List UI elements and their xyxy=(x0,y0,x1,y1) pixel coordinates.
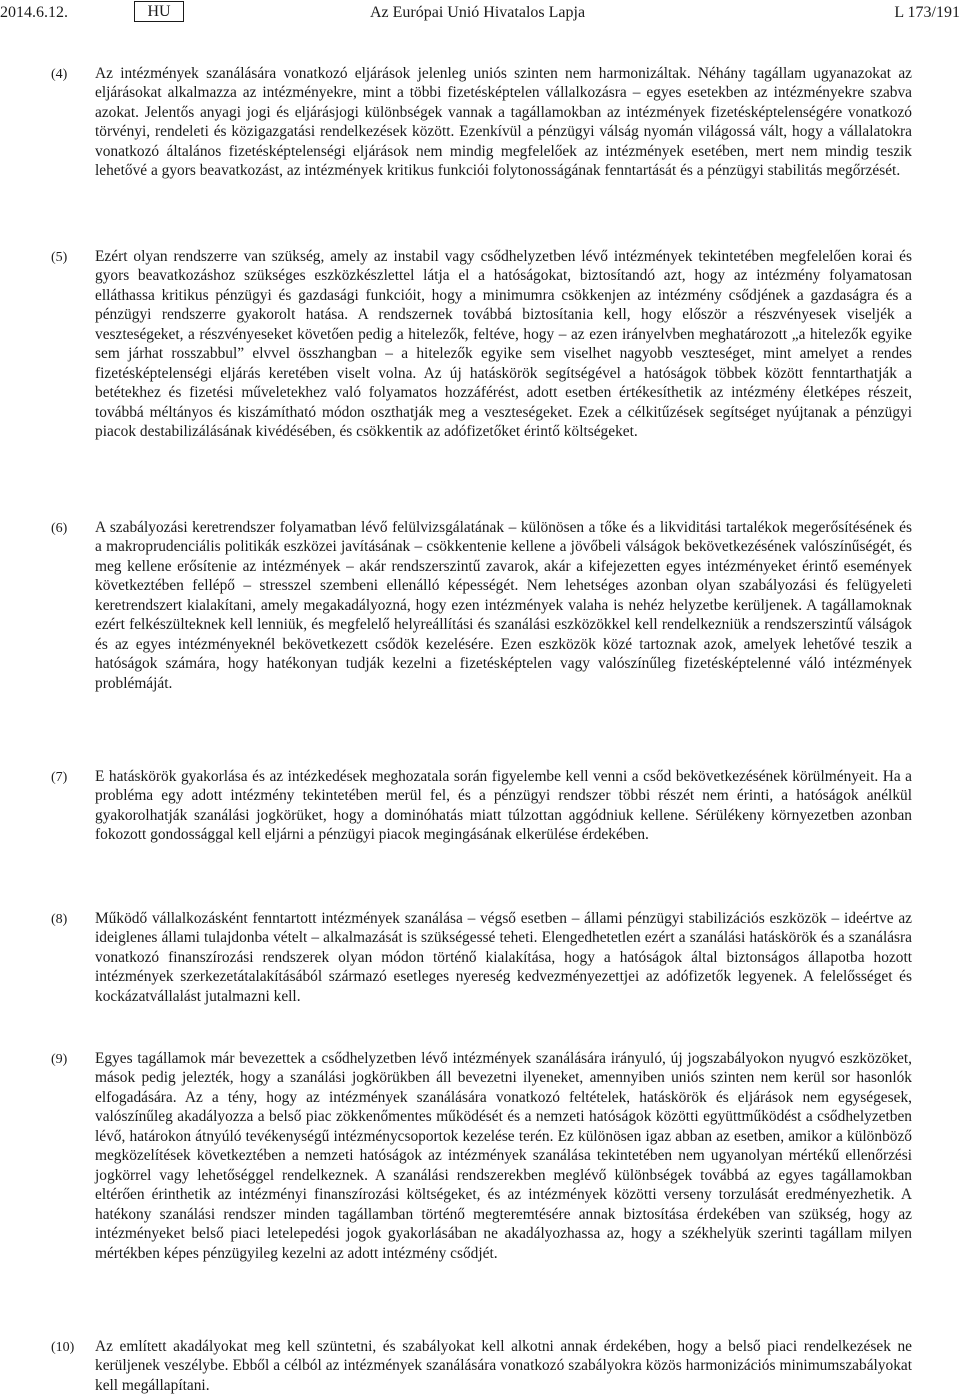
paragraph-number: (6) xyxy=(51,521,68,536)
page-reference: L 173/191 xyxy=(894,4,960,21)
paragraph-text: E hatáskörök gyakorlása és az intézkedések meghozatala során figyelembe kell venni a csőd bekövetkezésének körülményeit. Ha a probléma egy adott intézmény tekintetében merül fel, és a pénzügyi rendszer többi részét nem érinti, a hatóságok anélkül gyakorolhatják szanálási jogkörüket, hogy a dominóhatás miatt túlzottan aggódniuk kellene. Sérülékeny környezetben azonban fokozott gondossággal kell eljárni a pénzügyi piacok megingásának elkerülése érdekében. xyxy=(95,768,912,844)
journal-title: Az Európai Unió Hivatalos Lapja xyxy=(370,4,586,21)
paragraph-text: Az említett akadályokat meg kell szüntetni, és szabályokat kell alkotni annak érdekében, hogy a belső piaci rendelkezések ne kerüljenek veszélybe. Ebből a célból az intézmények szanálására vonatkozó szabályokra közös harmonizációs minimumszabályokat kell megállapítani. xyxy=(95,1338,912,1394)
language-badge: HU xyxy=(134,1,184,22)
paragraph-number: (7) xyxy=(51,770,68,785)
paragraph-text: Egyes tagállamok már bevezettek a csődhelyzetben lévő intézmények szanálására irányuló, új jogszabályokon nyugvó eszközöket, mások pedig jelezték, hogy a szanálási jogkörükben áll bevezetni ilyeneket, amennyiben uniós szinten nem kerül sor hasonlók elfogadására. Az a tény, hogy az intézmények szanálására vonatkozó feltételek, hatáskörök és eljárások nem egységesek, valószínűleg akadályozza a belső piac zökkenőmentes működését és a nemzeti hatóságok közötti együttműködést a csődhelyzetben lévő, határokon átnyúló tevékenységű intézménycsoportok kezelése terén. Ez különösen igaz abban az esetben, amikor a különböző megközelítések következtében a nemzeti hatóságok az intézmények szanálása tekintetében nem ugyanolyan mértékű ellenőrzési jogkörrel vagy lehetőséggel rendelkeznek. A szanálási rendszerekben meglévő különbségek továbbá az egyes tagállamokban eltérően érinthetik az intézményi finanszírozási költségeket, és az intézmények közötti verseny torzulását eredményezhetik. A hatékony szanálási rendszer minden tagállamban történő megteremtésére annak biztosítása érdekében van szükség, hogy az intézményeket belső piaci letelepedési jogok gyakorlásában ne akadályozhassa az, hogy a székhelyük szerinti tagállam milyen mértékben képes pénzügyileg kezelni az adott intézmény csődjét. xyxy=(95,1050,912,1262)
paragraph-text: Az intézmények szanálására vonatkozó eljárások jelenleg uniós szinten nem harmonizáltak. Néhány tagállam ugyanazokat az eljárásokat alkalmazza az intézményekre, mint a többi fizetésképtelen vállalkozásra – egyes esetekben az intézményekre szabva azokat. Jelentős anyagi jogi és eljárásjogi különbségek vannak a tagállamokban az intézmények fizetésképtelenségére vonatkozó törvényi, rendeleti és közigazgatási rendelkezések között. Ezenkívül a pénzügyi válság nyomán világossá vált, hogy a vállalatokra vonatkozó általános fizetésképtelenségi eljárások nem mindig megfelelőek az intézmények esetében, mert nem mindig teszik lehetővé a gyors beavatkozást, az intézmények kritikus funkciói folytonosságának fenntartását és a pénzügyi stabilitás megőrzését. xyxy=(95,65,912,180)
paragraph-number: (5) xyxy=(51,250,68,265)
paragraph-text: Működő vállalkozásként fenntartott intézmények szanálása – végső esetben – állami pénzügyi stabilizációs eszközök – ideértve az ideiglenes állami tulajdonba vételt – alkalmazását is szükségessé teheti. Elengedhetetlen ezért a szanálási hatáskörök és a szanálásra vonatkozó finanszírozási rendszerek olyan módon történő kialakítása, hogy a hatóságok által biztonságos állapotba hozott intézmények szerkezetátalakításából származó esetleges nyereség kedvezményezettjei az adófizetők legyenek. A felelősséget és kockázatvállalást jutalmazni kell. xyxy=(95,910,912,1005)
paragraph-text: A szabályozási keretrendszer folyamatban lévő felülvizsgálatának – különösen a tőke és a likviditási tartalékok megerősítésének és a makroprudenciális politikák eszközei javításának – csökkentenie kellene a jövőbeli válságok bekövetkezésének valószínűségét, és meg kellene erősítenie az intézmények – akár rendszerszintű zavarok, akár a kifejezetten egyes intézményeket érintő események következtében fellépő – stresszel szembeni ellenálló képességét. Nem lehetséges azonban olyan szabályozási és felügyeleti keretrendszert kialakítani, amely megakadályozná, hogy ezen intézmények valaha is nehéz helyzetbe kerüljenek. A tagállamoknak ezért felkészülteknek kell lenniük, és megfelelő helyreállítási és szanálási eszközökkel kell rendelkezniük a rendszerszintű válságok és az egyes intézményeknél bekövetkezett csődök kezelésére. Ezen eszközök közé tartoznak azok, amelyek lehetővé teszik a hatóságok számára, hogy hatékonyan tudják kezelni a fizetésképtelen vagy valószínűleg fizetésképtelenné váló intézmények problémáját. xyxy=(95,519,912,692)
paragraph-text: Ezért olyan rendszerre van szükség, amely az instabil vagy csődhelyzetben lévő intézmények tekintetében megfelelően korai és gyors beavatkozáshoz szükséges eszközkészlettel látja el a hatóságokat, biztosítandó azt, hogy az intézmény folyamatosan elláthassa kritikus pénzügyi és gazdasági funkcióit, hogy a minimumra csökkenjen az intézmény csődjének a gazdaságra és a pénzügyi rendszerre gyakorolt hatása. A rendszernek továbbá biztosítania kell, hogy először a részvényesek viseljék a veszteségeket, a részvényeseket követően pedig a hitelezők, feltéve, hogy – az ezen irányelvben meghatározott „a hitelezők egyike sem járhat rosszabbul” elvvel összhangban – a hitelezők egyike sem viselhet nagyobb veszteséget, mint amelyet a rendes fizetésképtelenségi eljárás keretében viselt volna. Az új hatáskörök segítségével a hatóságok többek között fenntarthatják a betétekhez és fizetési műveletekhez való folyamatos hozzáférést, adott esetben értékesíthetik az intézmény életképes részeit, továbbá méltányos és kiszámítható módon oszthatják meg a veszteségeket. Ezek a célkitűzések segítséget nyújtanak a pénzügyi piacok destabilizálásának kivédésében, és csökkentik az adófizetőket érintő költségeket. xyxy=(95,248,912,441)
paragraph-number: (10) xyxy=(51,1340,75,1355)
paragraph-number: (4) xyxy=(51,67,68,82)
page-header xyxy=(0,0,960,30)
paragraph-number: (9) xyxy=(51,1052,68,1067)
publication-date: 2014.6.12. xyxy=(0,4,68,21)
paragraph-number: (8) xyxy=(51,912,68,927)
